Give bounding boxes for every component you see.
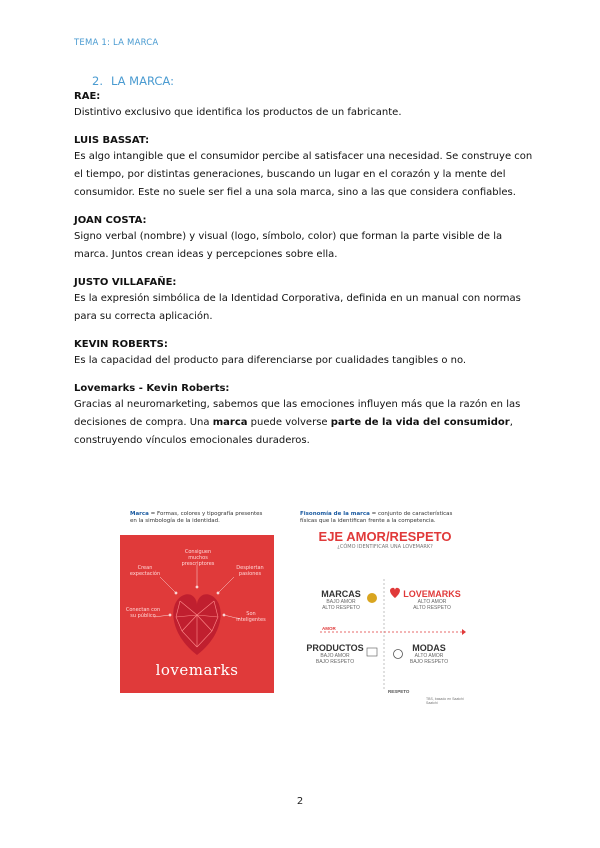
diagram-credit: TBS, basado en Saatchi Saatchi bbox=[426, 697, 464, 705]
quadrant-line: ALTO AMOR bbox=[417, 599, 447, 605]
label-expectacion: Crean expectación bbox=[129, 565, 161, 577]
figure-caption bbox=[120, 511, 274, 525]
entry-text: Es la expresión simbólica de la Identidad Corporativa, definida en un manual con normas para su correcta aplicación. bbox=[74, 293, 521, 322]
entry-rae bbox=[74, 90, 534, 122]
text-part: puede volverse bbox=[247, 417, 331, 428]
entry-author: JUSTO VILLAFAÑE: bbox=[74, 277, 177, 288]
axes bbox=[300, 511, 470, 711]
entry-text: Es algo intangible que el consumidor percibe al satisfacer una necesidad. Se construye con el tiempo, por distintas generaciones, buscando un lugar en el corazón y la mente del consumidor. Este no suele ser fiel a una sola marca, sino a las que considera confiables. bbox=[74, 151, 533, 198]
label-prescriptores: Consiguen muchos prescriptores bbox=[181, 549, 215, 567]
definitions bbox=[74, 90, 534, 462]
entry-justo-villafane bbox=[74, 276, 534, 326]
section-title bbox=[92, 74, 174, 88]
page-number: 2 bbox=[296, 796, 304, 807]
text-part: , construyendo vínculos emocionales duraderos. bbox=[74, 417, 513, 446]
text-part: Gracias al neuromarketing, sabemos que las emociones influyen más que la razón en las decisiones de compra. Una bbox=[74, 399, 521, 428]
entry-luis-bassat bbox=[74, 134, 534, 202]
quadrant-line: BAJO RESPETO bbox=[315, 659, 355, 665]
lovemarks-figure bbox=[120, 511, 274, 711]
caption-text: = conjunto de características físicas que la identifican frente a la competencia. bbox=[300, 511, 453, 524]
quadrant-line: BAJO AMOR bbox=[326, 599, 356, 605]
quadrant-line: BAJO RESPETO bbox=[409, 659, 449, 665]
entry-author: JOAN COSTA: bbox=[74, 215, 147, 226]
entry-joan-costa bbox=[74, 214, 534, 264]
entry-lovemarks bbox=[74, 382, 534, 450]
quadrant-productos bbox=[306, 643, 364, 665]
caption-text: = Formas, colores y tipografía presentes en la simbología de la identidad. bbox=[130, 511, 263, 524]
love-respect-figure bbox=[300, 511, 470, 711]
quadrant-modas bbox=[406, 643, 452, 665]
quadrant-marcas bbox=[320, 589, 362, 611]
diagram-subtitle: ¿CÓMO IDENTIFICAR UNA LOVEMARK? bbox=[337, 544, 433, 550]
quadrant-lovemarks bbox=[403, 589, 461, 611]
quadrant-title: PRODUCTOS bbox=[306, 643, 364, 653]
quadrant-title: MARCAS bbox=[321, 589, 361, 599]
lovemarks-logo: lovemarks bbox=[155, 661, 239, 679]
emphasis-vida: parte de la vida del consumidor bbox=[330, 417, 510, 428]
section-number: 2. bbox=[92, 74, 103, 88]
quadrant-line: ALTO AMOR bbox=[414, 653, 444, 659]
quadrant-title: LOVEMARKS bbox=[403, 589, 461, 599]
entry-author: Lovemarks - Kevin Roberts: bbox=[74, 383, 230, 394]
label-publico: Conectan con su público bbox=[125, 607, 161, 619]
quadrant-line: ALTO RESPETO bbox=[413, 605, 451, 611]
diagram-title: EJE AMOR/RESPETO bbox=[318, 529, 452, 544]
entry-text: Distintivo exclusivo que identifica los productos de un fabricante. bbox=[74, 107, 402, 118]
entry-text bbox=[74, 396, 534, 450]
label-pasiones: Despiertan pasiones bbox=[236, 565, 264, 577]
entry-text: Signo verbal (nombre) y visual (logo, símbolo, color) que forman la parte visible de la marca. Juntos crean ideas y percepciones sobre ella. bbox=[74, 231, 503, 260]
entry-author: KEVIN ROBERTS: bbox=[74, 339, 168, 350]
entry-kevin-roberts bbox=[74, 338, 534, 370]
quadrant-line: ALTO RESPETO bbox=[322, 605, 360, 611]
quadrant-line: BAJO AMOR bbox=[320, 653, 350, 659]
entry-author: LUIS BASSAT: bbox=[74, 135, 150, 146]
section-heading: LA MARCA: bbox=[110, 74, 174, 88]
lovemarks-card bbox=[120, 535, 274, 693]
entry-text: Es la capacidad del producto para diferenciarse por cualidades tangibles o no. bbox=[74, 355, 467, 366]
entry-author: RAE: bbox=[74, 91, 101, 102]
quadrant-title: MODAS bbox=[412, 643, 446, 653]
page-header: TEMA 1: LA MARCA bbox=[74, 38, 159, 48]
caption-key: Marca bbox=[130, 511, 149, 517]
label-inteligentes: Son inteligentes bbox=[236, 611, 266, 623]
caption-key: Fisonomía de la marca bbox=[300, 511, 370, 517]
emphasis-marca: marca bbox=[212, 417, 248, 428]
axis-label-respeto: RESPETO bbox=[388, 689, 410, 694]
axis-label-amor: AMOR bbox=[322, 626, 336, 631]
